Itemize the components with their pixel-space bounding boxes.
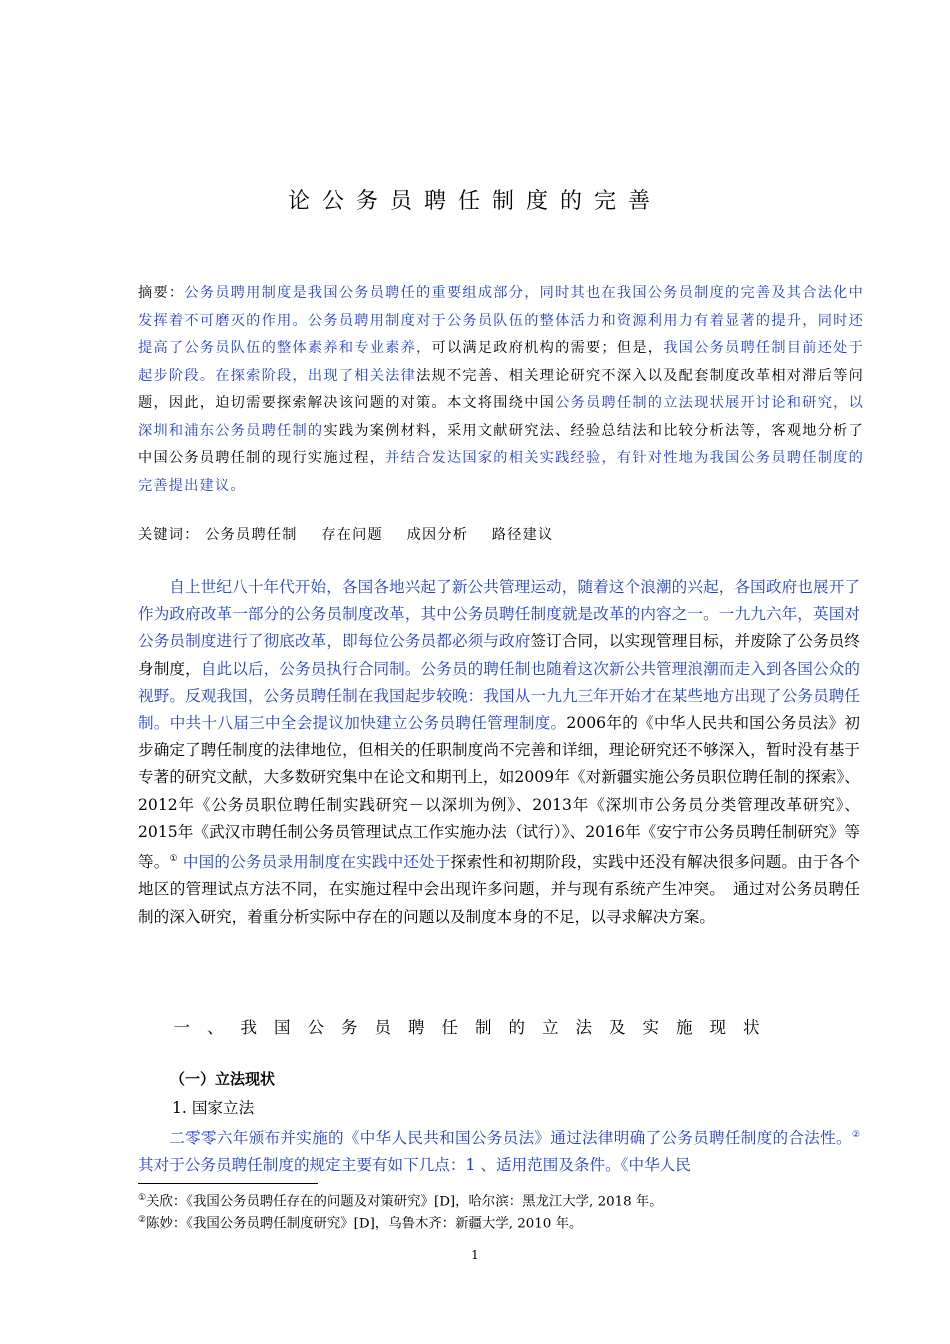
- text-run: 二零零六年颁布并实施的《中华人民共和国公务员法》通过法律明确了公务员聘任制度的合法性。: [169, 1129, 852, 1148]
- footnote: [138, 1188, 663, 1212]
- subsection-heading: （一）立法现状: [170, 1070, 276, 1088]
- section-heading: 一、我国公务员聘任制的立法及实施现状: [173, 1018, 777, 1037]
- footnote-marker: ①: [138, 1193, 147, 1203]
- text-run: 其对于公务员聘任制度的规定主要有如下几点：1 、适用范围及条件。《中华人民: [138, 1156, 691, 1175]
- footnote-reference: ②: [851, 1130, 860, 1140]
- subsubsection-heading: 1. 国家立法: [172, 1099, 255, 1117]
- text-run: 自上世纪八十年代开始，各国各地兴起了新公共管理运动，随着这个浪潮的兴起，各国政府也展开了作为政府改革一部分的公务员制度改革，其中公务员聘任制度就是改革的内容之一。一九九六年，英国对公务员制度进行了彻底改革，即每位公务员都必须与政府: [138, 578, 860, 651]
- text-run: 签订合同，以实现管理目标，并废除了公务员终身制度，: [138, 632, 860, 678]
- footnote-marker: ②: [138, 1215, 147, 1225]
- text-run: 法规不完善、相关理论研究不深入以及配套制度改革相对滞后等问题，因此，迫切需要探索解决该问题的对策。本文将围绕中国: [138, 367, 864, 411]
- text-run: 公务员聘用制度是我国公务员聘任的重要组成部分，同时其也在我国公务员制度的完善及其合法化中发挥着不可磨灭的作用。公务员聘用制度对于公务员队伍的整体活力和资源利用力有着显著的提升，同时还提高了公务员队伍的整体素养和专业素养，: [138, 285, 864, 356]
- text-run: 探索性和初期阶段，实践中还没有解决很多问题。由于各个地区的管理试点方法不同，在实施过程中会出现许多问题，并与现有系统产生冲突。 通过对公务员聘任制的深入研究，着重分析实际中存在的问题以及制度本身的不足，以寻求解决方案。: [138, 853, 860, 926]
- footnote-divider: [138, 1183, 318, 1184]
- text-run: 中国的公务员录用制度在实践中还处于: [177, 853, 451, 872]
- keyword: 路径建议: [491, 527, 554, 543]
- keyword: 成因分析: [406, 527, 469, 543]
- keyword: 公务员聘任制: [205, 527, 298, 543]
- page-number: 1: [471, 1248, 479, 1262]
- paper-title: 论公务员聘任制度的完善: [287, 189, 662, 214]
- body-paragraph: [138, 1122, 860, 1179]
- body-section: [138, 1122, 860, 1179]
- footnote: [138, 1210, 582, 1234]
- text-run: 2006年的《中华人民共和国公务员法》初步确定了聘任制度的法律地位，但相关的任职制度尚不完善和详细，理论研究还不够深入，暂时没有基于专著的研究文献，大多数研究集中在论文和期刊上，如2009年《对新疆实施公务员职位聘任制的探索》、2012年《公务员职位聘任制实践研究－以深圳为例》、2013年《深圳市公务员分类管理改革研究》、2015年《武汉市聘任制公务员管理试点工作实施办法（试行）》、2016年《安宁市公务员聘任制研究》等等。: [138, 714, 860, 872]
- abstract-body: [138, 285, 864, 494]
- text-run: 我国公务员聘任制目前还处于起步阶段。在探索阶段，出现了相关法律: [138, 340, 864, 384]
- text-run: 公务员聘任制的立法现状展开讨论和研究，以深圳和浦东公务员聘任制的: [138, 395, 864, 439]
- text-run: 自此以后，公务员执行合同制。公务员的聘任制也随着这次新公共管理浪潮而走入到各国公众的视野。反观我国，公务员聘任制在我国起步较晚：我国从一九九三年开始才在某些地方出现了公务员聘任制。中共十八届三中全会提议加快建立公务员聘任管理制度。: [138, 659, 860, 733]
- intro-paragraph: [138, 574, 860, 931]
- keywords: [138, 522, 864, 549]
- text-run: 实践为案例材料，采用文献研究法、经验总结法和比较分析法等，客观地分析了中国公务员聘任制的现行实施过程，: [138, 422, 864, 466]
- footnote-text: 关欣：《我国公务员聘任存在的问题及对策研究》[D]，哈尔滨：黑龙江大学, 2018 年。: [146, 1194, 663, 1210]
- abstract-label: 摘要：: [138, 285, 185, 301]
- keywords-label: 关键词：: [138, 527, 200, 543]
- keyword: 存在问题: [321, 527, 383, 543]
- text-run: 可以满足政府机构的需要；但是，: [431, 340, 664, 356]
- footnote-reference: ①: [169, 854, 178, 865]
- footnote-text: 陈妙：《我国公务员聘任制度研究》[D]，乌鲁木齐：新疆大学, 2010 年。: [146, 1216, 583, 1232]
- intro-section: [138, 574, 860, 931]
- text-run: 并结合发达国家的相关实践经验，有针对性地为我国公务员聘任制度的完善提出建议。: [138, 450, 865, 494]
- abstract: [138, 280, 864, 500]
